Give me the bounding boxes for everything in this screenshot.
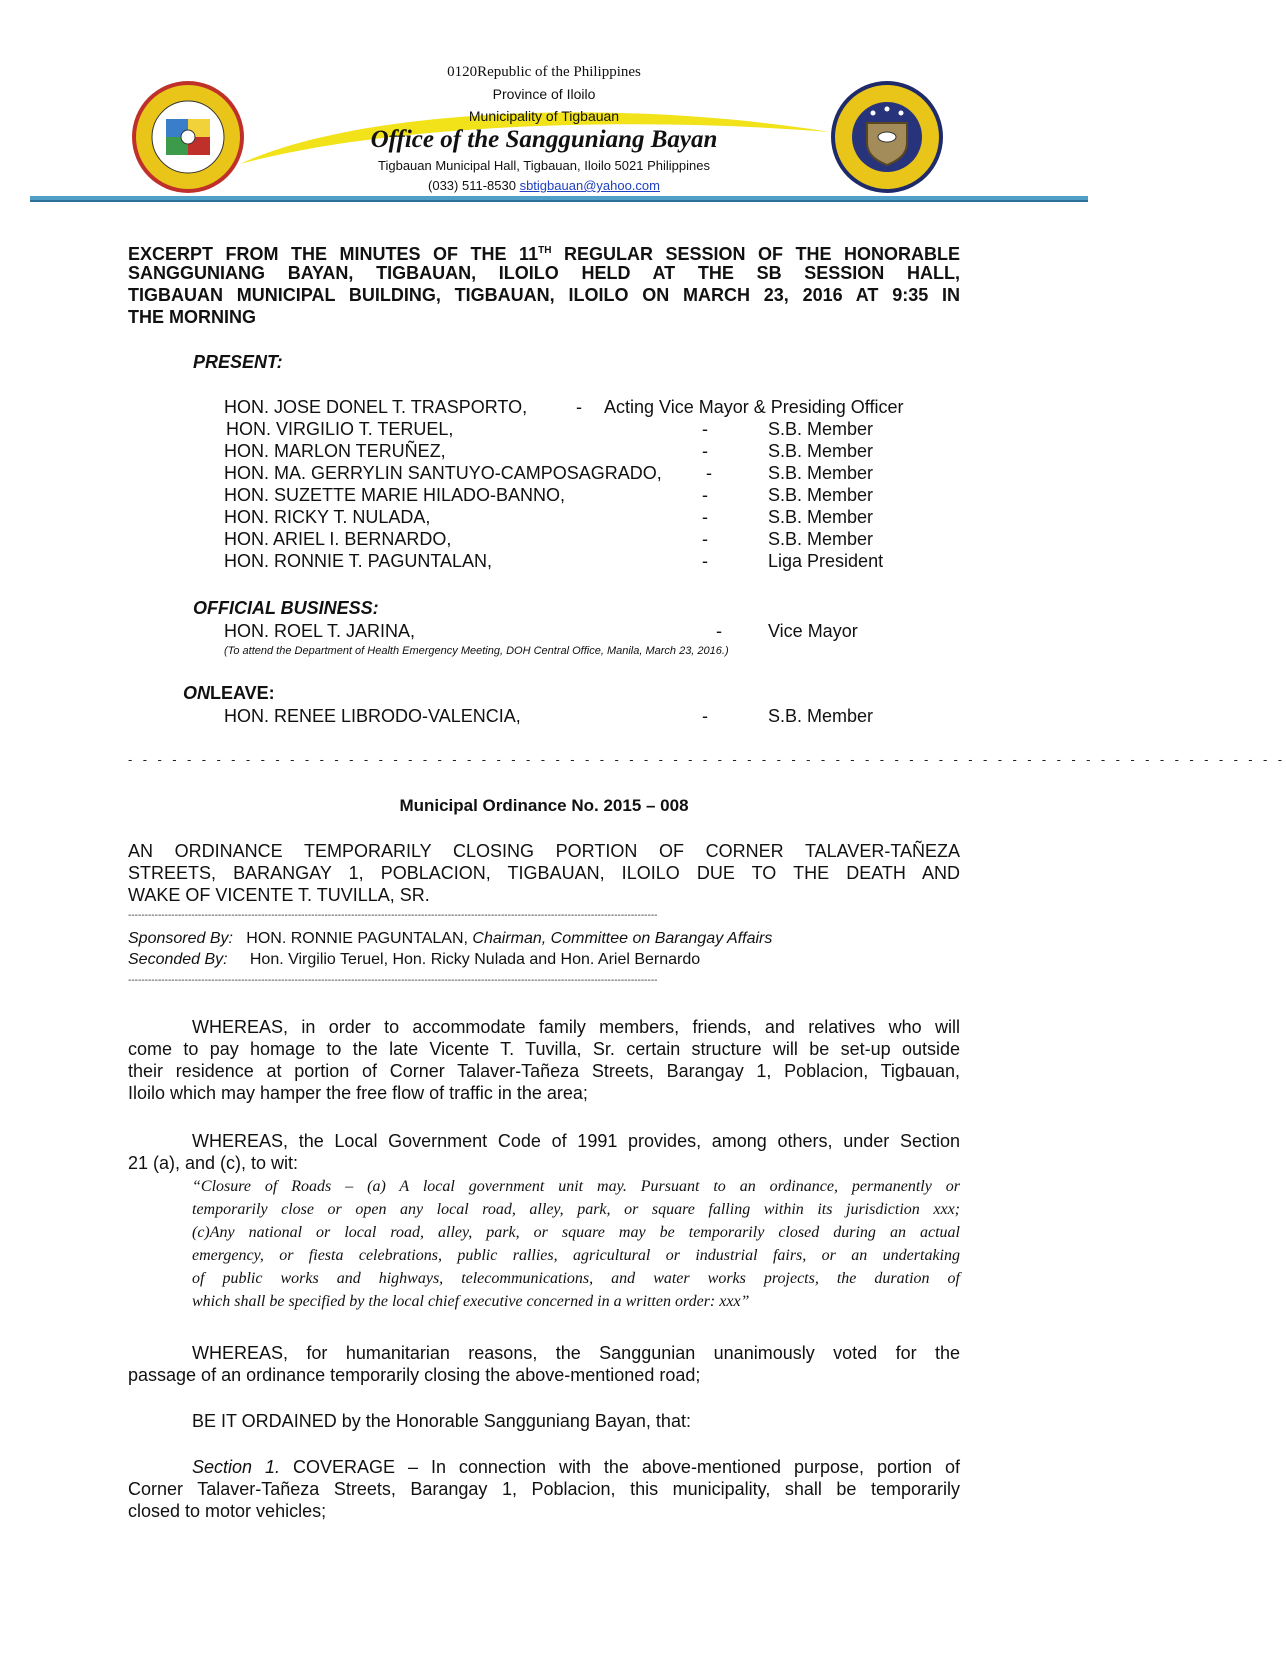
ordinance-number: Municipal Ordinance No. 2015 – 008	[399, 796, 689, 815]
sponsored-by: Sponsored By: HON. RONNIE PAGUNTALAN, Chairman, Committee on Barangay Affairs	[128, 930, 773, 947]
official-business-note: (To attend the Department of Health Emergency Meeting, DOH Central Office, Manila, March 23, 2016.)	[224, 645, 729, 657]
header-address: Tigbauan Municipal Hall, Tigbauan, Iloilo 5021 Philippines	[378, 158, 710, 173]
header-divider	[30, 196, 1088, 202]
on-leave-label: ONLEAVE:	[183, 683, 275, 703]
thin-separator: ---------------------------------------------------------------------------------------------------------------------------------------------------------------	[128, 975, 658, 986]
header-province: Province of Iloilo	[492, 86, 596, 102]
section-1-paragraph: Section 1. COVERAGE – In connection with the above-mentioned purpose, portion of Corner Talaver-Tañeza Streets, Barangay 1, Poblacion, this municipality, shall be temporarily closed to motor vehicles;	[128, 1457, 960, 1521]
whereas-paragraph-2: WHEREAS, the Local Government Code of 1991 provides, among others, under Section 21 (a), and (c), to wit:	[128, 1131, 960, 1173]
header-email-link[interactable]: sbtigbauan@yahoo.com	[519, 178, 660, 193]
header-municipality: Municipality of Tigbauan	[468, 108, 620, 124]
whereas-paragraph-1: WHEREAS, in order to accommodate family members, friends, and relatives who will come to pay homage to the late Vicente T. Tuvilla, Sr. certain structure will be set-up outside their residence at portion of Corner Talaver-Tañeza Streets, Barangay 1, Poblacion, Tigbauan, Iloilo which may hamper the free flow of traffic in the area;	[128, 1017, 960, 1103]
whereas-paragraph-3: WHEREAS, for humanitarian reasons, the Sanggunian unanimously voted for the passage of an ordinance temporarily closing the above-mentioned road;	[128, 1343, 960, 1385]
title-line-2: SANGGUNIANG BAYAN, TIGBAUAN, ILOILO HELD AT THE SB SESSION HALL,	[128, 263, 960, 283]
header-phone: (033) 511-8530	[428, 178, 516, 193]
ordinance-title: AN ORDINANCE TEMPORARILY CLOSING PORTION OF CORNER TALAVER-TAÑEZA STREETS, BARANGAY 1, POBLACION, TIGBAUAN, ILOILO DUE TO THE DEATH AND WAKE OF VICENTE T. TUVILLA, SR.	[128, 841, 960, 905]
present-label: PRESENT:	[193, 352, 283, 372]
header-republic: 0120Republic of the Philippines	[447, 64, 641, 80]
thin-separator: ---------------------------------------------------------------------------------------------------------------------------------------------------------------	[128, 910, 658, 921]
title-line-1: EXCERPT FROM THE MINUTES OF THE 11TH REGULAR SESSION OF THE HONORABLE	[128, 244, 960, 264]
legal-quote: “Closure of Roads – (a) A local government unit may. Pursuant to an ordinance, permanently or temporarily close or open any local road, alley, park, or square falling within its jurisdiction xxx; (c)Any national or local road, alley, park, or square may be temporarily closed during an actual emergency, or fiesta celebrations, public rallies, agricultural or industrial fairs, or an undertaking of public works and highways, telecommunications, and water works projects, the duration of which shall be specified by the local chief executive concerned in a written order: xxx”	[192, 1178, 960, 1310]
seconded-by: Seconded By: Hon. Virgilio Teruel, Hon. Ricky Nulada and Hon. Ariel Bernardo	[128, 951, 701, 968]
header-contact	[0, 178, 1088, 193]
title-line-3: TIGBAUAN MUNICIPAL BUILDING, TIGBAUAN, ILOILO ON MARCH 23, 2016 AT 9:35 IN	[128, 285, 960, 305]
section-separator: - - - - - - - - - - - - - - - - - - - - - - - - - - - - - - - - - - - - - - - - - - - - - - - - - - - - - - - - - - - - - - - - - - - - - - - - - - - - - - -	[128, 752, 1286, 767]
header-office-title: Office of the Sangguniang Bayan	[370, 126, 718, 153]
ordained-clause: BE IT ORDAINED by the Honorable Sangguniang Bayan, that:	[192, 1411, 691, 1431]
title-line-4: THE MORNING	[128, 307, 256, 327]
official-business-label: OFFICIAL BUSINESS:	[193, 598, 379, 618]
